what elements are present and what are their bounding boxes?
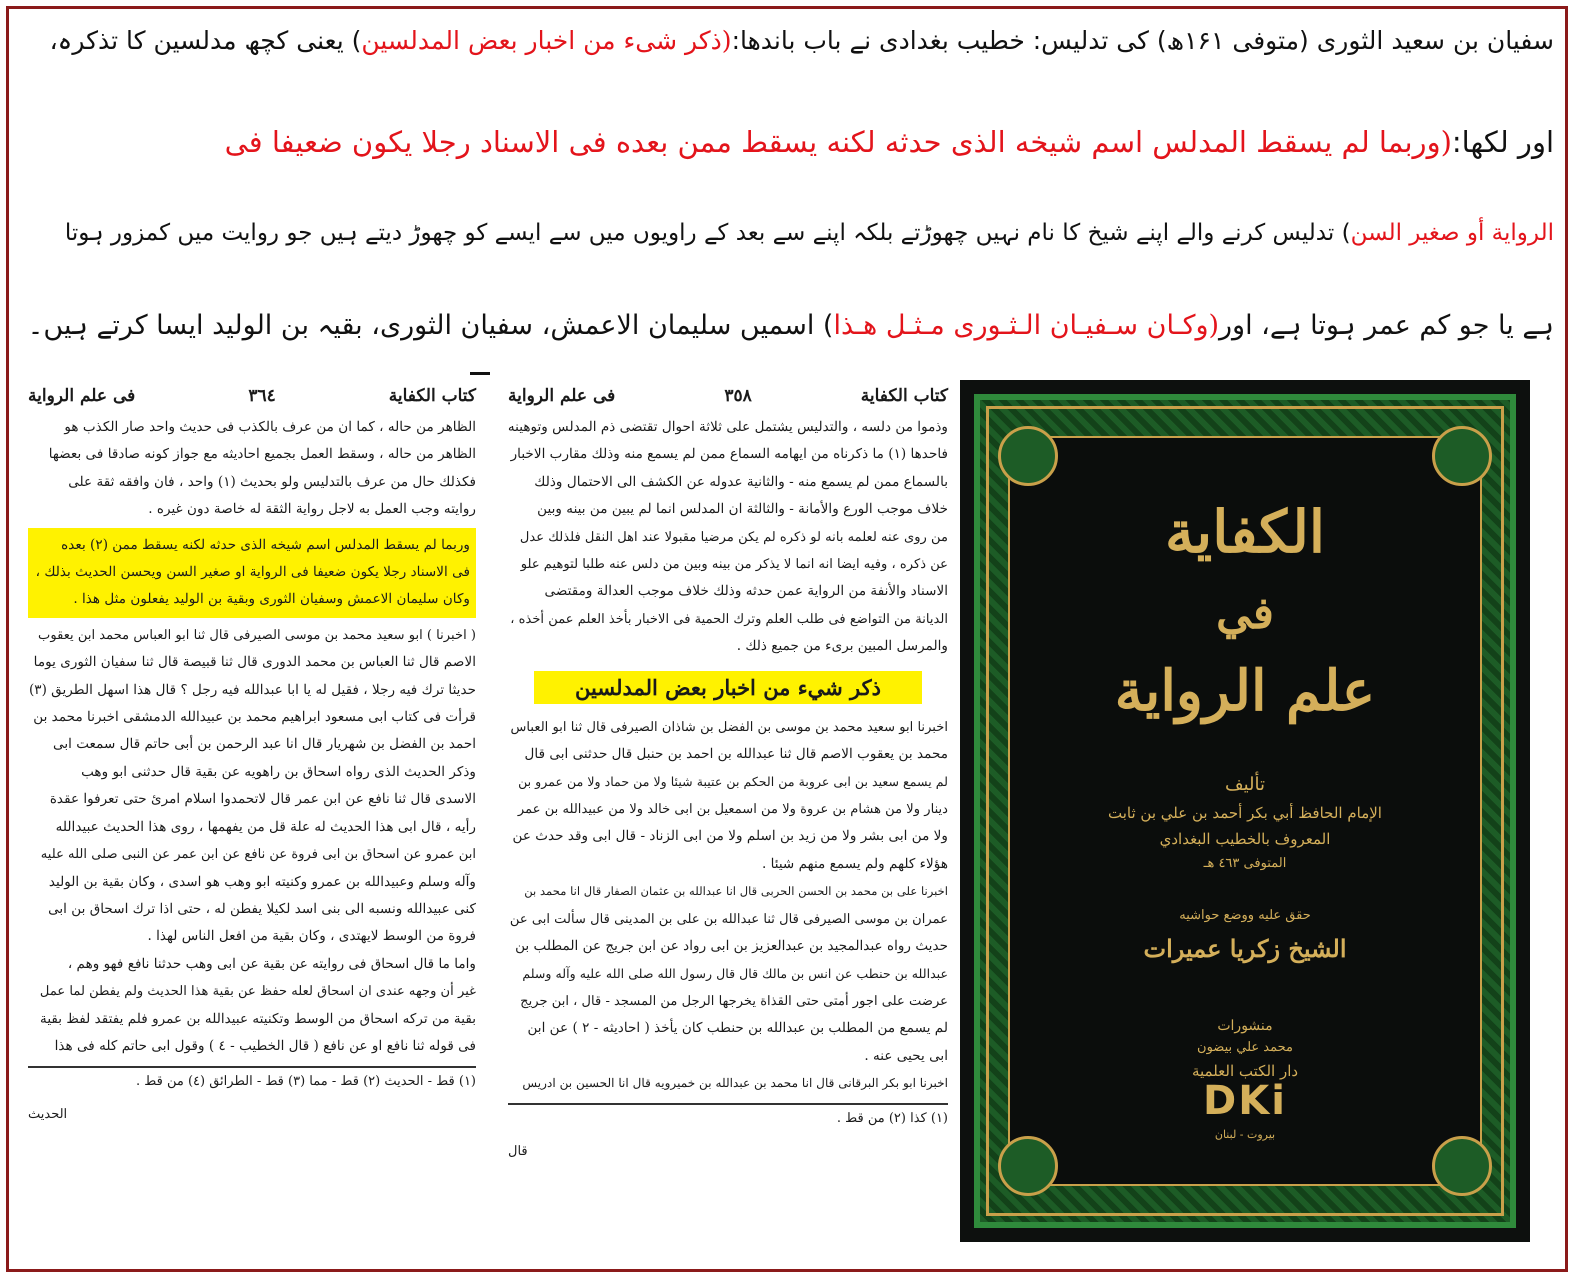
page-364-line: ابن عمرو عن اسحاق بن ابى فروة عن نافع عن ابن عمر عن النبى صلى الله عليه: [40, 847, 476, 863]
page-358-line: وذموا من دلسه ، والتدليس يشتمل على ثلاثة احوال تقتضى ذم المدلس وتوهينه: [507, 419, 948, 435]
page-358-title: كتاب الكفاية: [860, 386, 948, 406]
page-358-line: عرضت على اجور أمتى حتى القذاة يخرجها الرجل من المسجد - قال ، ابن جريج: [520, 993, 948, 1009]
cover-author-2: المعروف بالخطيب البغدادي: [1159, 830, 1331, 848]
cover-ta-lif: تأليف: [1224, 774, 1266, 795]
urdu-line-3-quote: الروایة أو صغیر السن: [1350, 220, 1554, 246]
page-364-footnote: (١) قط - الحديث (٢) قط - مما (٣) قط - الطرائق (٤) من قط .: [28, 1066, 476, 1089]
highlight-line: فى الاسناد رجلا يكون ضعيفا فى الرواية او صغير السن ويحسن الحديث بذلك ،: [35, 564, 470, 581]
page-364-line: الاسدى قال ثنا نافع عن ابن عمر قال لاتحمدوا اسلام امرئ حتى تعرفوا عقدة: [49, 791, 476, 808]
cover-publisher-1: منشورات: [1217, 1018, 1273, 1034]
cover-author-1: الإمام الحافظ أبي بكر أحمد بن علي بن ثابت: [1108, 804, 1382, 822]
page-364-section: فى علم الرواية: [28, 386, 136, 406]
book-page-358: [508, 386, 948, 1159]
cover-ornament-icon: [1432, 1136, 1492, 1196]
page-358-line: لم يسمع سعيد بن ابى عروبة من الحكم بن عتيبة شيئا ولا من حماد ولا من عمرو بن: [518, 774, 948, 790]
cover-publisher-2: محمد علي بيضون: [1197, 1040, 1293, 1055]
urdu-line-4: [28, 312, 1554, 339]
page-358-line: عمران بن موسى الصيرفى قال ثنا عبدالله بن على بن المدينى قال سألت ابى عن: [509, 911, 948, 927]
page-364-title: كتاب الكفاية: [388, 386, 476, 406]
page-364-line: احمد بن الفضل بن شهريار قال انا عبد الرحمن بن أبى حاتم قال سمعت ابى: [52, 736, 476, 753]
highlight-line: وربما لم يسقط المدلس اسم شيخه الذى حدثه لكنه يسقط ممن (٢) بعده: [61, 536, 470, 553]
urdu-line-2-text-a: اور لکھا:: [1451, 125, 1554, 159]
page-364-line: الظاهر من حاله ، كما ان من عرف بالكذب فى حديث واحد صار الكذب هو: [64, 419, 476, 435]
urdu-line-1-text-a: سفیان بن سعید الثوری (متوفی ۱۶۱ھ) کی تدلیس: خطیب بغدادی نے باب باندھا:: [731, 26, 1554, 55]
cover-ornament-icon: [998, 426, 1058, 486]
cover-editor-name: الشيخ زكريا عميرات: [1143, 934, 1347, 963]
cover-title-3: علم الرواية: [1114, 658, 1376, 724]
urdu-line-2: [224, 125, 1554, 159]
page-358-line: ولا من ابى بشر ولا من زيد بن اسلم ولا من ابى الزناد - قال ابى وقد حدث عن: [512, 828, 948, 845]
page-364-line: رأيه ، قال ابى هذا الحديث له علة قل من يفهمها ، روى هذا الحديث عبيدالله: [55, 818, 476, 835]
page-358-line: عبدالله بن حنطب عن انس بن مالك قال قال رسول الله صلى الله عليه وآله وسلم: [522, 966, 948, 982]
cover-editor-line-1: حقق عليه ووضع حواشيه: [1179, 908, 1311, 923]
cover-title-2: في: [1216, 588, 1274, 639]
urdu-line-3: [65, 222, 1554, 245]
page-364-line: روايته وجب العمل به لاجل رواية الثقة له خاصة دون غيره .: [148, 501, 476, 518]
page-364-number: ٣٦٤: [248, 386, 276, 406]
page-364-line: قرأت فى كتاب ابى مسعود ابراهيم محمد بن عبيدالله الدمشقى اخبرنا محمد بن: [33, 709, 476, 726]
page-364-line: غير أن وجهه عندى ان اسحاق لعله حفظ عن بقية هذا الحديث ولم يفطن لما عمل: [39, 984, 476, 1000]
urdu-line-1: [50, 28, 1554, 53]
urdu-line-4-text-b: ) اسمیں سلیمان الاعمش، سفیان الثوری، بقیہ بن الولید ایسا کرتے ہیں۔: [27, 310, 834, 341]
page-358-line: فاحدها (١) ما ذكرناه من ايهامه السماع ممن لم يسمع منه وذلك مقارب الاخبار: [510, 446, 948, 463]
cover-publisher-3: دار الكتب العلمية: [1191, 1062, 1299, 1080]
page-358-line: دينار ولا من هشام بن عروة ولا من اسمعيل بن ابى خالد ولا من عبيدالله بن عمر: [517, 801, 948, 817]
page-364-line: وذكر الحديث الذى رواه اسحاق بن راهويه عن بقية قال حدثنى ابو وهب: [81, 763, 476, 780]
separator-dash: [470, 372, 490, 375]
page-358-line: الديانة من التواضع فى طلب العلم وترك الحمية فى الاخبار بأخذ العلم عمن أخذه ،: [510, 611, 948, 627]
page-364-catchword: الحديث: [28, 1107, 68, 1123]
page-364-line: بقية من تركه اسحاق من الوسط وتكنيته عبيدالله بن عمرو فلم يفتقد لفظ بقية: [40, 1010, 476, 1027]
cover-city: بيروت - لبنان: [1214, 1128, 1276, 1141]
page-364-line: ( اخبرنا ) ابو سعيد محمد بن موسى الصيرفى قال ثنا ابو العباس محمد ابن يعقوب: [38, 627, 476, 643]
page-358-line: هؤلاء كلهم ولم يسمع منهم شيئا .: [761, 855, 948, 872]
dki-logo: DKi: [1203, 1078, 1287, 1124]
page-358-line: الاسناد والأنفة من الرواية عمن حدثه وذلك خلاف موجب العدالة ومقتضى: [544, 583, 948, 600]
page-364-line: وآله وسلم وعبيدالله بن عمرو وكنيته ابو وهب هو اسدى ، وكان بقية بن الوليد: [48, 873, 476, 890]
cover-ornament-icon: [998, 1136, 1058, 1196]
page-364-line: حديثا ترك فيه رجلا ، فقيل له يا ابا عبدالله فيه رجل ؟ قال هذا اسهل الطريق (٣): [28, 681, 476, 698]
page-358-line: لم يسمع من المطلب بن عبدالله بن حنطب كان يأخذ ( احاديثه - ٢ ) عن ابن: [527, 1020, 948, 1037]
highlight-line: وكان سليمان الاعمش وسفيان الثورى وبقية بن الوليد يفعلون مثل هذا .: [73, 591, 470, 608]
page-364-line: الظاهر من حاله ، وسقط العمل بجميع احاديثه مع جواز كونه صادقا فى بعضها: [48, 446, 476, 463]
page-358-line: عن ذكره ، وفيه ايضا انه انما لا يذكر من بينه وبين من دلس عنه طلبا لتوهيم علو: [520, 557, 948, 573]
page-358-line: خلاف موجب الورع والأمانة - والثالثة ان المدلس انما لم يبين من بينه وبين: [537, 501, 948, 518]
page-358-line: من روى عنه لعلمه بانه لو ذكره لم يكن مرضيا مقبولا عند اهل النقل فلذلك عدل: [519, 529, 948, 545]
cover-title-1: الكفاية: [1164, 498, 1326, 566]
page-358-section: فى علم الرواية: [508, 386, 616, 406]
book-cover: [960, 380, 1530, 1242]
page-364-line: فكذلك حال من عرف بالتدليس ولو بحديث (١) واحد ، فان وافقه ثقة على: [68, 473, 476, 490]
urdu-line-1-text-b: ) یعنی کچھ مدلسین کا تذکرہ،: [49, 26, 362, 55]
page-364-highlighted-passage: [28, 528, 476, 618]
chapter-heading-mudallisin: ذكر شيء من اخبار بعض المدلسين: [534, 671, 922, 704]
page-364-line: فى قوله ثنا نافع او عن نافع ( قال الخطيب - ٤ ) وقول ابى حاتم كله فى هذا: [54, 1037, 476, 1054]
page-358-line: محمد بن يعقوب الاصم قال ثنا عبدالله بن احمد بن حنبل قال حدثنى ابى قال: [524, 746, 948, 763]
urdu-line-2-quote: (وربما لم یسقط المدلس اسم شیخه الذی حدثه لکنه یسقط ممن بعده فی الاسناد رجلا یکون ضعیفا فی: [224, 125, 1452, 159]
page-358-catchword: قال: [508, 1144, 528, 1160]
cover-author-3: المتوفى ٤٦٣ هـ: [1203, 856, 1287, 871]
page-358-line: اخبرنا ابو سعيد محمد بن موسى بن الفضل بن شاذان الصيرفى قال ثنا ابو العباس: [510, 719, 948, 735]
page-358-number: ٣٥٨: [724, 386, 752, 406]
page-358-line: اخبرنا ابو بكر البرقانى قال انا محمد بن عبدالله بن خميرويه قال انا الحسين بن ادريس: [522, 1075, 948, 1090]
urdu-line-4-quote: (وکـان سـفیـان الـثـوری مـثـل هـذا: [833, 310, 1220, 341]
page-364-line: فروة من الوسط لايهتدى ، وكان بقية من افعل الناس لهذا .: [147, 928, 476, 945]
page-364-header: [28, 386, 476, 406]
urdu-line-3-text-a: ) تدلیس کرنے والے اپنے شیخ کا نام نہیں چھوڑتے بلکہ اپنے سے بعد کے راویوں میں سے ایسے کو چھوڑ دیتے ہیں جو روایت میں کمزور ہوتا: [64, 220, 1351, 246]
page-364-line: الاصم قال ثنا العباس بن محمد الدورى قال ثنا قبيصة قال ثنا سفيان الثورى يوما: [33, 654, 476, 671]
page-358-line: حديث رواه عبدالمجيد بن عبدالعزيز بن ابى رواد عن ابن جريج عن المطلب بن: [515, 937, 948, 954]
page-358-footnote: (١) كذا (٢) من قط .: [508, 1103, 948, 1126]
page-358-line: ابى يحيى عنه .: [864, 1047, 948, 1064]
book-page-364: [28, 386, 476, 1122]
page-358-line: اخبرنا على بن محمد بن الحسن الحربى قال انا عبدالله بن عثمان الصفار قال انا محمد بن: [524, 884, 948, 899]
page-364-line: واما ما قال اسحاق فى روايته عن بقية عن ابى وهب حدثنا نافع فهو وهم ،: [67, 955, 476, 972]
page-358-line: بالسماع ممن لم يسمع منه - والثانية عدوله عن الكشف الى الاحتمال وذلك: [534, 473, 948, 490]
page-358-header: [508, 386, 948, 406]
cover-ornament-icon: [1432, 426, 1492, 486]
urdu-line-1-quote: (ذکر شیء من اخبار بعض المدلسین: [361, 26, 732, 55]
urdu-line-4-text-a: ہے یا جو کم عمر ہوتا ہے، اور: [1219, 310, 1554, 341]
page-358-line: والمرسل المبين برىء من جميع ذلك .: [736, 638, 948, 655]
cover-inner-panel: [1008, 436, 1482, 1186]
page-364-line: كنى عبيدالله ونسبه الى بنى اسد لكيلا يفطن له ، حتى اذا ترك اسحاق بن ابى: [48, 900, 476, 917]
